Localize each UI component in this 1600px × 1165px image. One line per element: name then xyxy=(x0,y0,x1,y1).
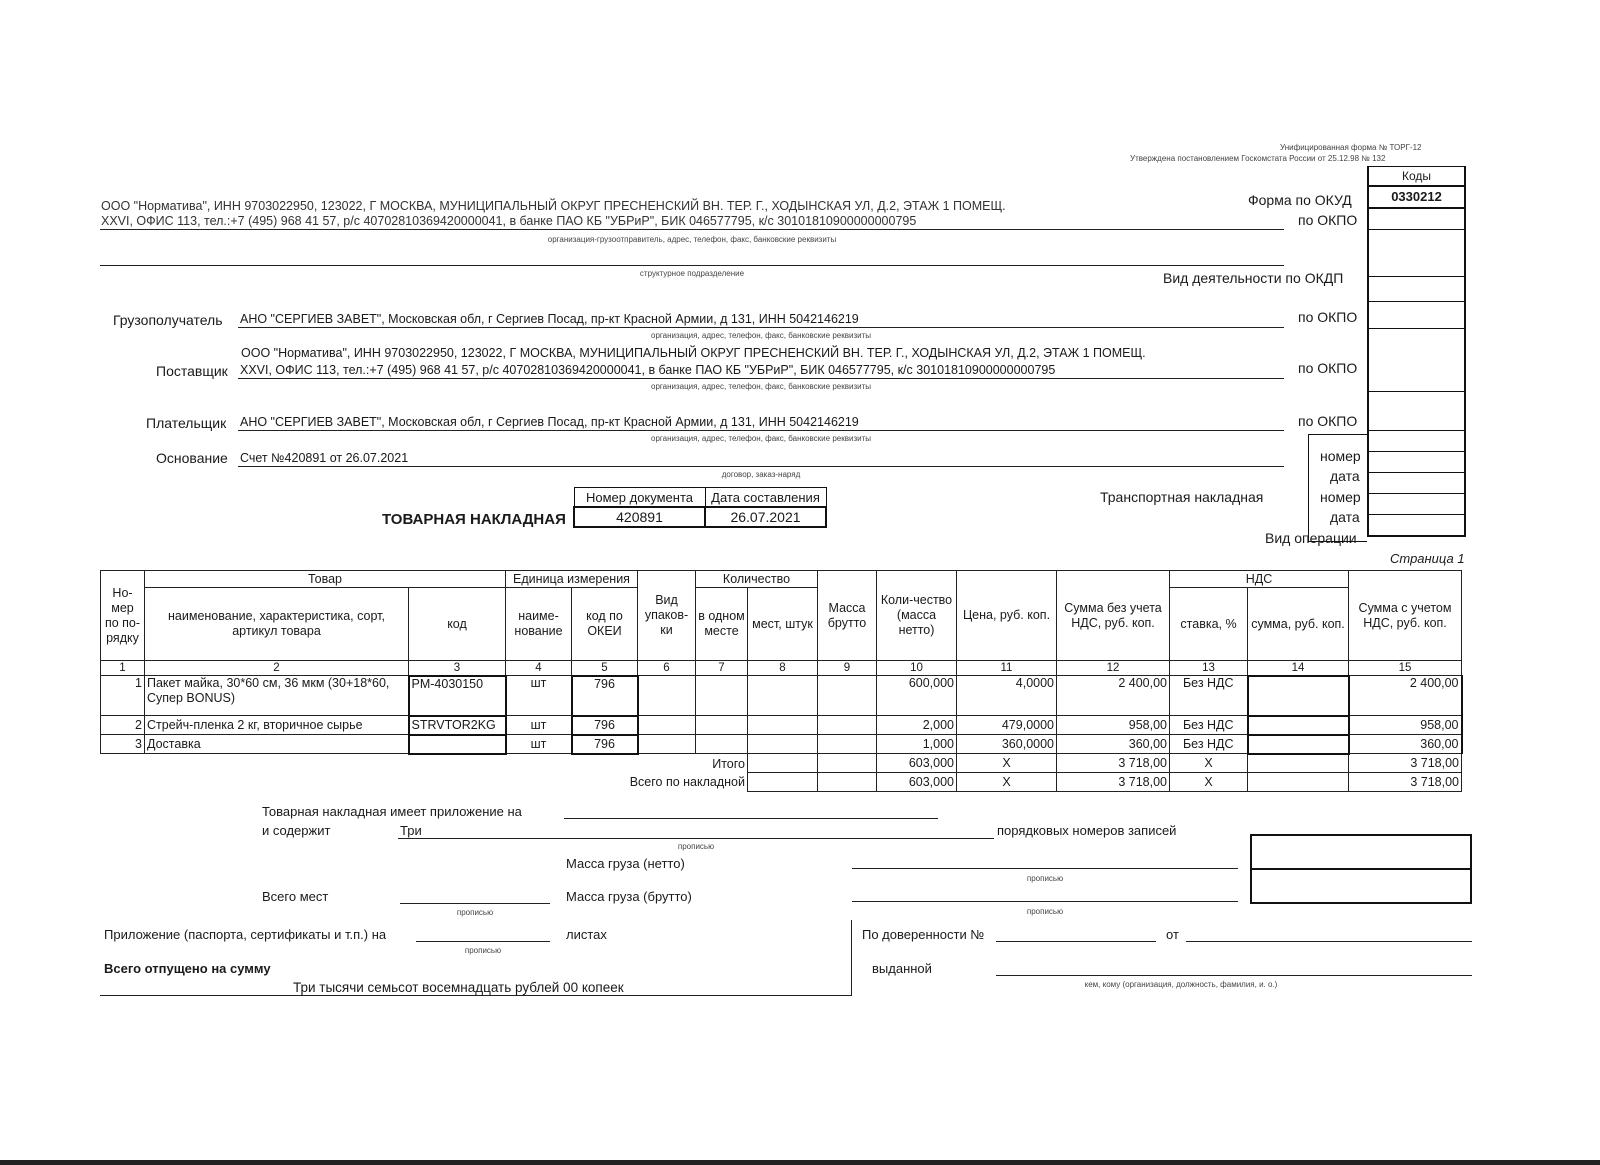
col-number: 2 xyxy=(145,661,409,676)
transport-number-code xyxy=(1369,473,1464,494)
okpo-code-consignee xyxy=(1369,302,1464,329)
codes-title: Коды xyxy=(1369,167,1464,186)
basis-date-label: дата xyxy=(1330,468,1360,484)
row-code: PM-4030150 xyxy=(409,676,506,716)
itogo-qty: 603,000 xyxy=(877,754,957,773)
row-vat xyxy=(1248,676,1349,716)
supplier-line2: XXVI, ОФИС 113, тел.:+7 (495) 968 41 57, р/с 40702810369420000041, в банке ПАО КБ "УБРиР", БИК 046577795, к/с 30101810900000000795 xyxy=(240,363,1056,377)
division-code xyxy=(1369,230,1464,277)
row-okei: 796 xyxy=(572,676,638,716)
transport-date-label: дата xyxy=(1330,509,1360,525)
h-pack: Вид упаков-ки xyxy=(638,571,696,661)
supplier-label: Поставщик xyxy=(156,363,228,379)
row-number: 1 xyxy=(101,676,145,716)
okdp-label: Вид деятельности по ОКДП xyxy=(1163,270,1344,286)
itogo-total: 3 718,00 xyxy=(1349,754,1462,773)
records-in-words: прописью xyxy=(677,842,715,851)
col-number: 8 xyxy=(748,661,818,676)
released-value: Три тысячи семьсот восемнадцать рублей 00 копеек xyxy=(293,980,624,995)
h-rate: ставка, % xyxy=(1170,588,1248,661)
vsego-rate: X xyxy=(1170,773,1248,792)
doc-date-header: Дата составления xyxy=(705,488,826,508)
vsego-price: X xyxy=(957,773,1057,792)
row-name: Стрейч-пленка 2 кг, вторичное сырье xyxy=(145,716,409,735)
approved-label: Утверждена постановлением Госкомстата России от 25.12.98 № 132 xyxy=(1130,154,1386,163)
col-number: 3 xyxy=(409,661,506,676)
h-vat: НДС xyxy=(1170,571,1349,588)
basis-number-label: номер xyxy=(1320,448,1361,464)
okpo-code-supplier xyxy=(1369,329,1464,392)
proxy-label: По доверенности № xyxy=(862,927,985,942)
row-number: 2 xyxy=(101,716,145,735)
col-number: 7 xyxy=(696,661,748,676)
issued-label: выданной xyxy=(872,961,932,976)
appendix-in-words: прописью xyxy=(464,946,502,955)
h-gross: Масса брутто xyxy=(818,571,877,661)
h-goods: Товар xyxy=(145,571,506,588)
h-okei: код по ОКЕИ xyxy=(572,588,638,661)
h-unit: Единица измерения xyxy=(506,571,638,588)
consignee-value: АНО "СЕРГИЕВ ЗАВЕТ", Московская обл, г Сергиев Посад, пр-кт Красной Армии, д 131, ИНН 5042146219 xyxy=(240,312,859,326)
col-number: 11 xyxy=(957,661,1057,676)
consignee-caption: организация, адрес, телефон, факс, банковские реквизиты xyxy=(651,331,871,340)
row-number: 3 xyxy=(101,735,145,754)
proxy-from-label: от xyxy=(1166,927,1179,942)
records-count: Три xyxy=(400,823,422,838)
row-price: 360,0000 xyxy=(957,735,1057,754)
row-okei: 796 xyxy=(572,716,638,735)
col-number: 10 xyxy=(877,661,957,676)
row-sum: 2 400,00 xyxy=(1057,676,1170,716)
row-rate: Без НДС xyxy=(1170,676,1248,716)
division-caption: структурное подразделение xyxy=(639,269,745,278)
goods-table xyxy=(100,570,1463,792)
row-price: 4,0000 xyxy=(957,676,1057,716)
table-row xyxy=(101,735,1462,754)
doc-number: 420891 xyxy=(574,507,705,527)
row-total: 2 400,00 xyxy=(1349,676,1462,716)
attach-text2: и содержит xyxy=(262,823,331,838)
row-vat xyxy=(1248,735,1349,754)
h-price: Цена, руб. коп. xyxy=(957,571,1057,661)
row-qty: 2,000 xyxy=(877,716,957,735)
scan-bottom-edge xyxy=(0,1160,1600,1165)
col-number: 6 xyxy=(638,661,696,676)
okdp-code xyxy=(1369,277,1464,302)
gross-in-words: прописью xyxy=(1026,907,1064,916)
supplier-line1: ООО "Норматива", ИНН 9703022950, 123022, Г МОСКВА, МУНИЦИПАЛЬНЫЙ ОКРУГ ПРЕСНЕНСКИЙ ВН. ТЕР. Г., ХОДЫНСКАЯ УЛ, Д.2, ЭТАЖ 1 ПОМЕЩ. xyxy=(241,346,1146,360)
shipper-line1: ООО "Норматива", ИНН 9703022950, 123022, Г МОСКВА, МУНИЦИПАЛЬНЫЙ ОКРУГ ПРЕСНЕНСКИЙ ВН. ТЕР. Г., ХОДЫНСКАЯ УЛ, Д.2, ЭТАЖ 1 ПОМЕЩ. xyxy=(101,199,1006,213)
row-vat xyxy=(1248,716,1349,735)
codes-box xyxy=(1367,166,1466,537)
basis-date-code xyxy=(1369,452,1464,473)
row-qty: 1,000 xyxy=(877,735,957,754)
col-number: 14 xyxy=(1248,661,1349,676)
row-okei: 796 xyxy=(572,735,638,754)
doc-date: 26.07.2021 xyxy=(705,507,826,527)
okpo-code-payer xyxy=(1369,392,1464,431)
operation-label: Вид операции xyxy=(1265,530,1357,546)
row-name: Доставка xyxy=(145,735,409,754)
vsego-qty: 603,000 xyxy=(877,773,957,792)
vsego-row xyxy=(101,773,1462,792)
document-number-table xyxy=(573,487,827,528)
row-rate: Без НДС xyxy=(1170,735,1248,754)
okud-code: 0330212 xyxy=(1367,185,1466,209)
row-price: 479,0000 xyxy=(957,716,1057,735)
itogo-price: X xyxy=(957,754,1057,773)
places-label: Всего мест xyxy=(262,889,329,904)
row-name: Пакет майка, 30*60 см, 36 мкм (30+18*60, Супер BONUS) xyxy=(145,676,409,716)
row-unit: шт xyxy=(506,735,572,754)
h-rownum: Но-мер по по-рядку xyxy=(101,571,145,661)
places-in-words: прописью xyxy=(456,908,494,917)
col-number: 9 xyxy=(818,661,877,676)
basis-value: Счет №420891 от 26.07.2021 xyxy=(240,451,409,465)
transport-date-code xyxy=(1369,494,1464,515)
issued-caption: кем, кому (организация, должность, фамилия, и. о.) xyxy=(1084,980,1278,989)
col-number: 4 xyxy=(506,661,572,676)
row-code: STRVTOR2KG xyxy=(409,716,506,735)
h-net: Коли-чество (масса нетто) xyxy=(877,571,957,661)
okpo-label-2: по ОКПО xyxy=(1298,309,1358,325)
net-mass-label: Масса груза (нетто) xyxy=(566,856,685,871)
net-mass-box xyxy=(1252,836,1470,870)
document-title: ТОВАРНАЯ НАКЛАДНАЯ xyxy=(382,511,566,528)
vsego-sum: 3 718,00 xyxy=(1057,773,1170,792)
shipper-line2: XXVI, ОФИС 113, тел.:+7 (495) 968 41 57, р/с 40702810369420000041, в банке ПАО КБ "УБРиР", БИК 046577795, к/с 30101810900000000795 xyxy=(101,214,917,228)
vsego-total: 3 718,00 xyxy=(1349,773,1462,792)
okpo-label-4: по ОКПО xyxy=(1298,413,1358,429)
row-total: 958,00 xyxy=(1349,716,1462,735)
col-number: 12 xyxy=(1057,661,1170,676)
h-vat-sum: сумма, руб. коп. xyxy=(1248,588,1349,661)
h-code: код xyxy=(409,588,506,661)
itogo-label: Итого xyxy=(101,754,748,773)
table-row xyxy=(101,676,1462,716)
itogo-sum: 3 718,00 xyxy=(1057,754,1170,773)
okpo-label-3: по ОКПО xyxy=(1298,360,1358,376)
okud-label: Форма по ОКУД xyxy=(1248,192,1352,208)
okpo-code-shipper xyxy=(1369,209,1464,230)
unified-form-label: Унифицированная форма № ТОРГ-12 xyxy=(1280,143,1422,152)
basis-number-code xyxy=(1369,431,1464,452)
table-row xyxy=(101,716,1462,735)
doc-number-header: Номер документа xyxy=(574,488,705,508)
transport-label: Транспортная накладная xyxy=(1100,489,1264,505)
itogo-row xyxy=(101,754,1462,773)
payer-value: АНО "СЕРГИЕВ ЗАВЕТ", Московская обл, г Сергиев Посад, пр-кт Красной Армии, д 131, ИНН 5042146219 xyxy=(240,415,859,429)
gross-mass-box xyxy=(1252,870,1470,902)
basis-label: Основание xyxy=(156,450,228,466)
transport-number-label: номер xyxy=(1320,489,1361,505)
h-in-one: в одном месте xyxy=(696,588,748,661)
h-places: мест, штук xyxy=(748,588,818,661)
shipper-caption: организация-грузоотправитель, адрес, телефон, факс, банковские реквизиты xyxy=(547,235,837,244)
row-unit: шт xyxy=(506,716,572,735)
h-sum-novat: Сумма без учета НДС, руб. коп. xyxy=(1057,571,1170,661)
row-unit: шт xyxy=(506,676,572,716)
column-numbers-row xyxy=(101,661,1462,676)
h-name: наименование, характеристика, сорт, артикул товара xyxy=(145,588,409,661)
col-number: 13 xyxy=(1170,661,1248,676)
consignee-label: Грузополучатель xyxy=(113,312,223,328)
attach-text1: Товарная накладная имеет приложение на xyxy=(262,804,522,819)
row-total: 360,00 xyxy=(1349,735,1462,754)
row-rate: Без НДС xyxy=(1170,716,1248,735)
col-number: 1 xyxy=(101,661,145,676)
appendix-label: Приложение (паспорта, сертификаты и т.п.) на xyxy=(104,927,387,942)
sheets-label: листах xyxy=(566,927,607,942)
gross-mass-label: Масса груза (брутто) xyxy=(566,889,692,904)
basis-caption: договор, заказ-наряд xyxy=(721,470,801,479)
row-qty: 600,000 xyxy=(877,676,957,716)
operation-code xyxy=(1369,515,1464,535)
row-sum: 958,00 xyxy=(1057,716,1170,735)
row-code xyxy=(409,735,506,754)
h-sum-vat: Сумма с учетом НДС, руб. коп. xyxy=(1349,571,1462,661)
row-sum: 360,00 xyxy=(1057,735,1170,754)
payer-caption: организация, адрес, телефон, факс, банковские реквизиты xyxy=(651,434,871,443)
page-number: Страница 1 xyxy=(1390,551,1465,566)
supplier-caption: организация, адрес, телефон, факс, банковские реквизиты xyxy=(651,382,871,391)
payer-label: Плательщик xyxy=(146,415,227,431)
vsego-label: Всего по накладной xyxy=(101,773,748,792)
released-label: Всего отпущено на сумму xyxy=(104,961,271,976)
h-unit-name: наиме-нование xyxy=(506,588,572,661)
net-in-words: прописью xyxy=(1026,874,1064,883)
footer-divider xyxy=(851,920,852,996)
col-number: 5 xyxy=(572,661,638,676)
okpo-label-1: по ОКПО xyxy=(1298,212,1358,228)
mass-boxes xyxy=(1250,834,1472,904)
records-suffix: порядковых номеров записей xyxy=(997,823,1177,838)
itogo-rate: X xyxy=(1170,754,1248,773)
col-number: 15 xyxy=(1349,661,1462,676)
h-qty: Количество xyxy=(696,571,818,588)
